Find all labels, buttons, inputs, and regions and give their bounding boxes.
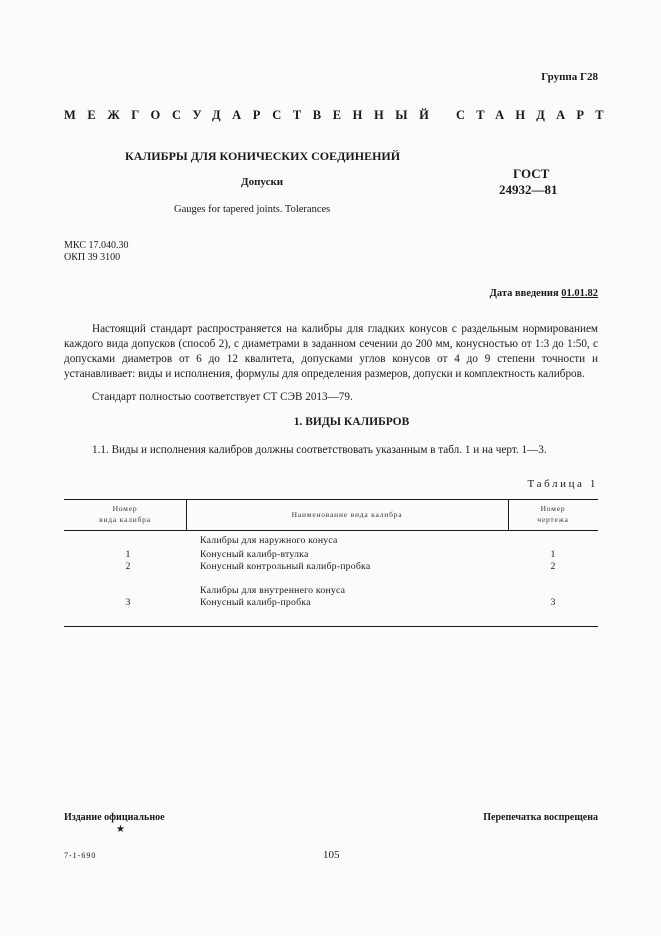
gauge-types-table: [64, 499, 598, 627]
row3-drawing: 3: [550, 597, 556, 608]
header-gauge-name: Наименование вида калибра: [291, 510, 403, 519]
row1-number: 1: [125, 549, 131, 560]
group-external-cone: Калибры для наружного конуса: [200, 535, 338, 546]
gost-label: ГОСТ: [513, 166, 550, 181]
table-top-rule: [64, 499, 598, 500]
page-number: 105: [323, 849, 340, 861]
table-bottom-rule: [64, 626, 598, 627]
row1-drawing: 1: [550, 549, 556, 560]
effective-date: [490, 288, 598, 299]
row1-name: Конусный калибр-втулка: [200, 549, 309, 560]
classification-codes: [64, 240, 128, 264]
gost-number: 24932—81: [499, 182, 558, 197]
section-heading: 1. ВИДЫ КАЛИБРОВ: [293, 416, 410, 428]
document-title: КАЛИБРЫ ДЛЯ КОНИЧЕСКИХ СОЕДИНЕНИЙ: [125, 149, 401, 163]
row2-number: 2: [125, 561, 131, 572]
group-internal-cone: Калибры для внутреннего конуса: [200, 585, 346, 596]
mks-code: МКС 17.040.30: [64, 240, 129, 251]
star-mark: ★: [116, 824, 125, 835]
okp-code: ОКП 39 3100: [64, 252, 121, 263]
header-gauge-number: Номер вида калибра: [99, 504, 151, 524]
date-value: 01.01.82: [561, 288, 598, 299]
row2-name: Конусный контрольный калибр-пробка: [200, 561, 371, 572]
scope-paragraph: Настоящий стандарт распространяется на калибры для гладких конусов с раздельным нормированием каждого вида допусков (способ 2), с диаметрами в заданном сечении до 200 мм, конусностью от 1:3 до 1:50, с допусками диаметров от 6 до 12 квалитета, допусками углов конусов от 4 до 9 степени точности и устанавливает: виды и исполнения, формулы для определения размеров, допуски и комплектность калибров.: [64, 323, 598, 380]
clause-1-1: 1.1. Виды и исполнения калибров должны соответствовать указанным в табл. 1 и на черт. 1—3.: [92, 444, 547, 456]
english-title: Gauges for tapered joints. Tolerances: [174, 204, 331, 215]
official-edition: Издание официальное: [64, 812, 165, 823]
table-label: Таблица 1: [527, 478, 598, 490]
row3-name: Конусный калибр-пробка: [200, 597, 311, 608]
row2-drawing: 2: [550, 561, 556, 572]
row3-number: 3: [125, 597, 131, 608]
compliance-paragraph: Стандарт полностью соответствует СТ СЭВ 2013—79.: [92, 391, 353, 403]
table-header-rule: [64, 530, 598, 531]
date-label: Дата введения: [489, 288, 559, 299]
print-code: 7-1-690: [64, 851, 97, 860]
group-code: Группа Г28: [541, 71, 598, 83]
reprint-prohibited: Перепечатка воспрещена: [483, 812, 598, 823]
document-subtitle: Допуски: [241, 176, 284, 188]
interstate-label: МЕЖГОСУДАРСТВЕННЫЙ: [64, 108, 441, 122]
header-drawing-number: Номер чертежа: [537, 504, 569, 524]
standard-label: СТАНДАРТ: [456, 108, 615, 122]
